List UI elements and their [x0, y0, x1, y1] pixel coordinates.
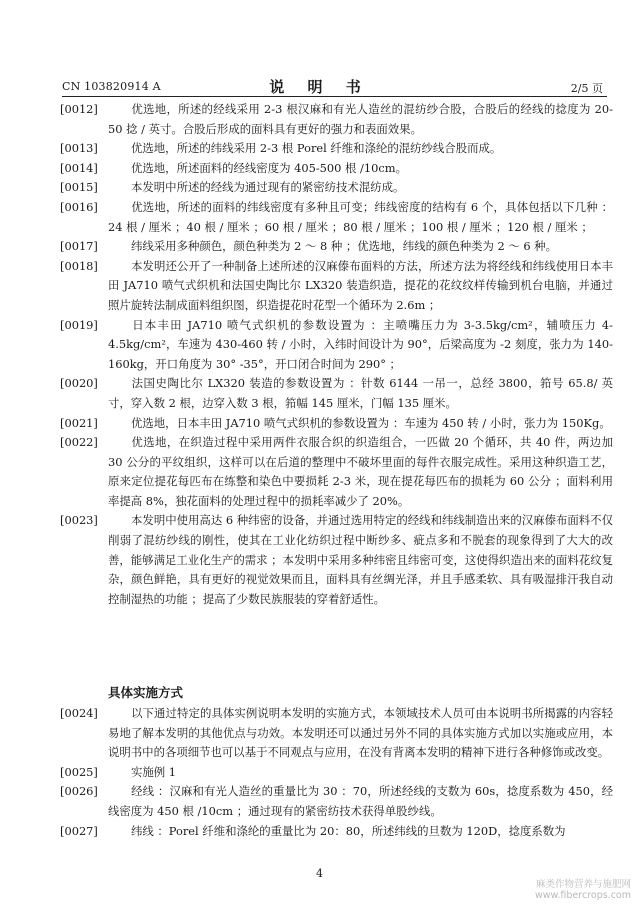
paragraph-number: [0018]	[60, 258, 98, 273]
paragraph	[60, 782, 613, 821]
watermark-site-name: 麻类作物营养与施肥网	[535, 879, 631, 890]
document-title: 说 明 书	[269, 78, 370, 96]
paragraph-number: [0012]	[60, 102, 98, 116]
paragraph-text: 日本丰田 JA710 喷气式织机的参数设置为 ：主喷嘴压力为 3-3.5kg/cm²，辅喷压力 4-4.5kg/cm²，车速为 430-460 转 / 小时，入纬时间设计为 90°，后梁高度为 -2 刻度，张力为 140-160kg，开口角度为 30° -35°，开口闭合时间为 290° ；	[108, 317, 613, 371]
paragraph-text: 优选地，所述的纬线采用 2-3 根 Porel 纤维和涤纶的混纺纱线合股而成。	[131, 141, 502, 156]
paragraph-number: [0016]	[60, 199, 98, 214]
paragraph-text: 优选地，所述的经线采用 2-3 根汉麻和有光人造丝的混纺纱合股，合股后的经线的捻度为 20-50 捻 / 英寸。合股后形成的面料具有更好的强力和表面效果。	[108, 102, 613, 136]
watermark-url: www.fibercrops.com	[534, 890, 631, 901]
paragraph-text: 实施例 1	[131, 764, 177, 779]
paragraph-text: 法国史陶比尔 LX320 装造的参数设置为 ：针数 6144 一吊一，总经 3800，筘号 65.8/ 英寸，穿入数 2 根，边穿入数 3 根，筘幅 145 厘米，门幅 135 厘米。	[108, 376, 613, 410]
paragraph	[60, 704, 613, 763]
paragraph-text: 经线 ：汉麻和有光人造丝的重量比为 30 ：70，所述经线的支数为 60s，捻度系数为 450，经线密度为 450 根 /10cm ；通过现有的紧密纺技术获得单股纱线。	[108, 784, 613, 818]
paragraph-text: 优选地，所述的面料的纬线密度有多种且可变；纬线密度的结构有 6 个，具体包括以下几种 ：24 根 / 厘米 ；40 根 / 厘米 ；60 根 / 厘米 ；80 根 / 厘米 ；100 根 / 厘米 ；120 根 / 厘米 ；	[108, 199, 613, 234]
page-number: 4	[316, 867, 323, 880]
paragraph-number: [0013]	[60, 141, 98, 156]
paragraph	[60, 198, 613, 237]
paragraph-number: [0017]	[60, 239, 98, 254]
paragraph	[60, 316, 613, 375]
paragraph-number: [0022]	[60, 435, 98, 450]
watermark	[535, 879, 631, 901]
paragraph-number: [0026]	[60, 784, 98, 799]
paragraph-text: 本发明还公开了一种制备上述所述的汉麻傣布面料的方法，所述方法为将经线和纬线使用日本丰田 JA710 喷气式织机和法国史陶比尔 LX320 装造织造，提花的花纹纹样传输到机台电脑，并通过照片旋转法制成面料组织图，织造提花时花型一个循环为 2.6m ；	[108, 258, 613, 312]
body-text-bottom	[60, 704, 613, 841]
paragraph-number: [0021]	[60, 415, 98, 430]
paragraph	[60, 257, 613, 316]
paragraph	[60, 374, 613, 413]
paragraph-text: 本发明中所述的经线为通过现有的紧密纺技术混纺成。	[131, 180, 405, 195]
paragraph-text: 本发明中使用高达 6 种纬密的设备，并通过选用特定的经线和纬线制造出来的汉麻傣布面料不仅削弱了混纺纱线的刚性，使其在工业化纺织过程中断纱多、疵点多和不脱套的现象得到了大大的改善，能够满足工业化生产的需求 ；本发明中采用多种纬密且纬密可变，这使得织造出来的面料花纹复杂，颜色鲜艳，具有更好的视觉效果而且，面料具有丝绸光泽，并且手感柔软、具有吸湿排汗我自动控制湿热的功能 ；提高了少数民族服装的穿着舒适性。	[108, 513, 613, 606]
paragraph	[60, 763, 613, 783]
paragraph	[60, 237, 613, 257]
paragraph-number: [0020]	[60, 376, 98, 391]
paragraph-number: [0024]	[60, 706, 98, 720]
paragraph-number: [0015]	[60, 180, 98, 195]
paragraph	[60, 414, 613, 434]
paragraph-text: 优选地，在织造过程中采用两件衣服合织的织造组合，一匹做 20 个循环，共 40 件，两边加 30 公分的平纹组织，这样可以在后道的整理中不破坏里面的每件衣服完成性。采用这种织造工艺，原来定位提花每匹布在练整和染色中要损耗 2-3 米，现在提花每匹布的损耗为 60 公分 ；面料利用率提高 8%，独花面料的处理过程中的损耗率减少了 20%。	[108, 435, 613, 508]
paragraph-number: [0025]	[60, 764, 98, 779]
paragraph-number: [0023]	[60, 513, 98, 528]
paragraph-text: 以下通过特定的具体实例说明本发明的实施方式，本领域技术人员可由本说明书所揭露的内容轻易地了解本发明的其他优点与功效。本发明还可以通过另外不同的具体实施方式加以实施或应用，本说明书中的各项细节也可以基于不同观点与应用，在没有背离本发明的精神下进行各种修饰或改变。	[108, 706, 613, 760]
header-divider	[62, 96, 607, 97]
paragraph-number: [0019]	[60, 317, 98, 332]
paragraph-text: 纬线采用多种颜色，颜色种类为 2 ～ 8 种 ；优选地，纬线的颜色种类为 2 ～ 6 种。	[131, 239, 558, 254]
body-text-top	[60, 100, 613, 609]
paragraph	[60, 511, 613, 609]
paragraph	[60, 433, 613, 511]
paragraph	[60, 178, 613, 198]
paragraph-text: 纬线 ：Porel 纤维和涤纶的重量比为 20：80，所述纬线的旦数为 120D，捻度系数为	[131, 823, 566, 838]
paragraph-number: [0014]	[60, 160, 98, 175]
paragraph	[60, 159, 613, 179]
page-indicator: 2/5 页	[570, 82, 603, 95]
paragraph-text: 优选地，日本丰田 JA710 喷气式织机的参数设置为 ：车速为 450 转 / 小时，张力为 150Kg。	[131, 415, 611, 430]
paragraph	[60, 139, 613, 159]
paragraph-text: 优选地，所述面料的经线密度为 405-500 根 /10cm。	[131, 160, 407, 175]
section-heading: 具体实施方式	[108, 685, 184, 700]
paragraph	[60, 100, 613, 139]
paragraph-number: [0027]	[60, 823, 98, 838]
paragraph	[60, 822, 613, 842]
publication-number: CN 103820914 A	[62, 80, 161, 93]
